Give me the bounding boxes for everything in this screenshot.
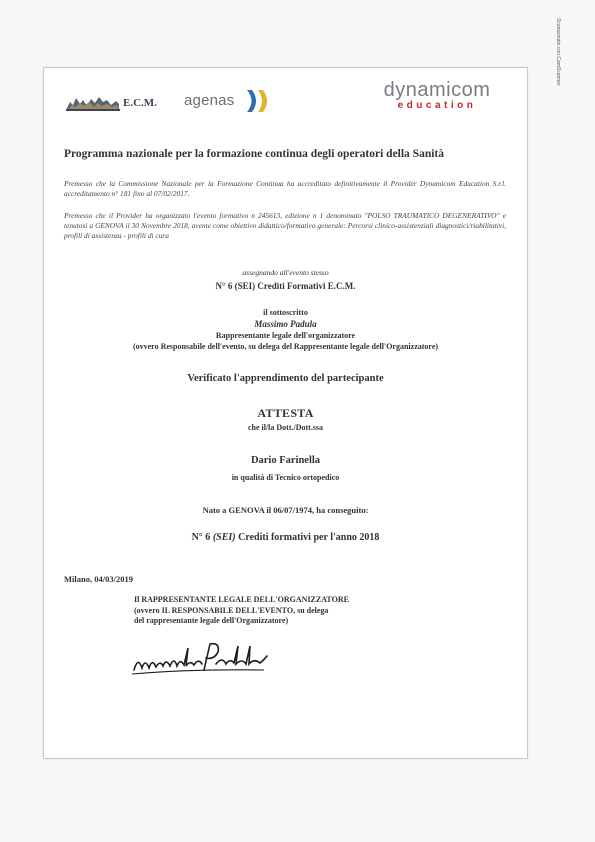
ecm-credits: N° 6 (SEI) Crediti Formativi E.C.M. [215, 281, 356, 291]
participant-qualification: in qualità di Tecnico ortopedico [231, 473, 340, 482]
place-date: Milano, 04/03/2019 [64, 574, 133, 584]
signer-role: Rappresentante legale dell'organizzatore [215, 331, 356, 340]
assign-line: assegnando all'evento stesso [242, 268, 329, 277]
signature-block [134, 595, 434, 627]
signer-name: Massimo Padula [254, 319, 317, 329]
sign-line-2: (ovvero IL RESPONSABILE DELL'EVENTO, su delega [134, 605, 329, 615]
scanner-watermark: Scansionato con CamScanner [555, 18, 561, 86]
program-title: Programma nazionale per la formazione continua degli operatori della Sanità [64, 148, 444, 160]
attesta-heading: ATTESTA [257, 406, 314, 420]
logo-header [44, 68, 527, 128]
agenas-logo: agenas [184, 88, 279, 114]
undersigned-label: il sottoscritto [263, 308, 308, 317]
participant-name: Dario Farinella [250, 455, 321, 466]
verification-line: Verificato l'apprendimento del partecipante [187, 373, 384, 384]
sign-line-3: del rappresentante legale dell'Organizzatore) [134, 616, 289, 625]
credits-prefix: N° 6 [191, 532, 213, 543]
signer-alternative: (ovvero Responsabile dell'evento, su delega del Rappresentante legale dell'Organizzatore) [132, 342, 439, 351]
sign-line-1: Il RAPPRESENTANTE LEGALE DELL'ORGANIZZATORE [134, 595, 349, 604]
title-line: che il/la Dott./Dott.ssa [247, 423, 324, 432]
awarded-credits [44, 532, 527, 543]
handwritten-signature [130, 636, 270, 681]
certificate-page [43, 67, 528, 759]
dynamicom-logo: dynamicom education [383, 79, 491, 111]
credits-number-word: (SEI) [212, 532, 236, 543]
birth-line: Nato a GENOVA il 06/07/1974, ha conseguito: [202, 505, 369, 515]
provider-paragraph: Premesso che la Commissione Nazionale per la Formazione Continua ha accreditato definitivamente il Provider Dynamicom Education S.r.l. accreditamento n° 181 fino al 07/02/2017. [64, 179, 506, 198]
ecm-logo [64, 88, 174, 114]
credits-suffix: Crediti formativi per l'anno 2018 [235, 532, 380, 543]
svg-text:E.C.M.: E.C.M. [123, 97, 157, 109]
event-paragraph: Premesso che il Provider ha organizzato l'evento formativo n 245613, edizione n 1 denominato "POLSO TRAUMATICO DEGENERATIVO" e tenutosi a GENOVA il 30 Novembre 2018, avente come obiettivo didattico/formativo generale: Percorsi clinico-assistenziali diagnostici/riabilitativi, profili di assistenza - profili di cura [64, 211, 506, 240]
agenas-mark-icon [244, 88, 270, 114]
